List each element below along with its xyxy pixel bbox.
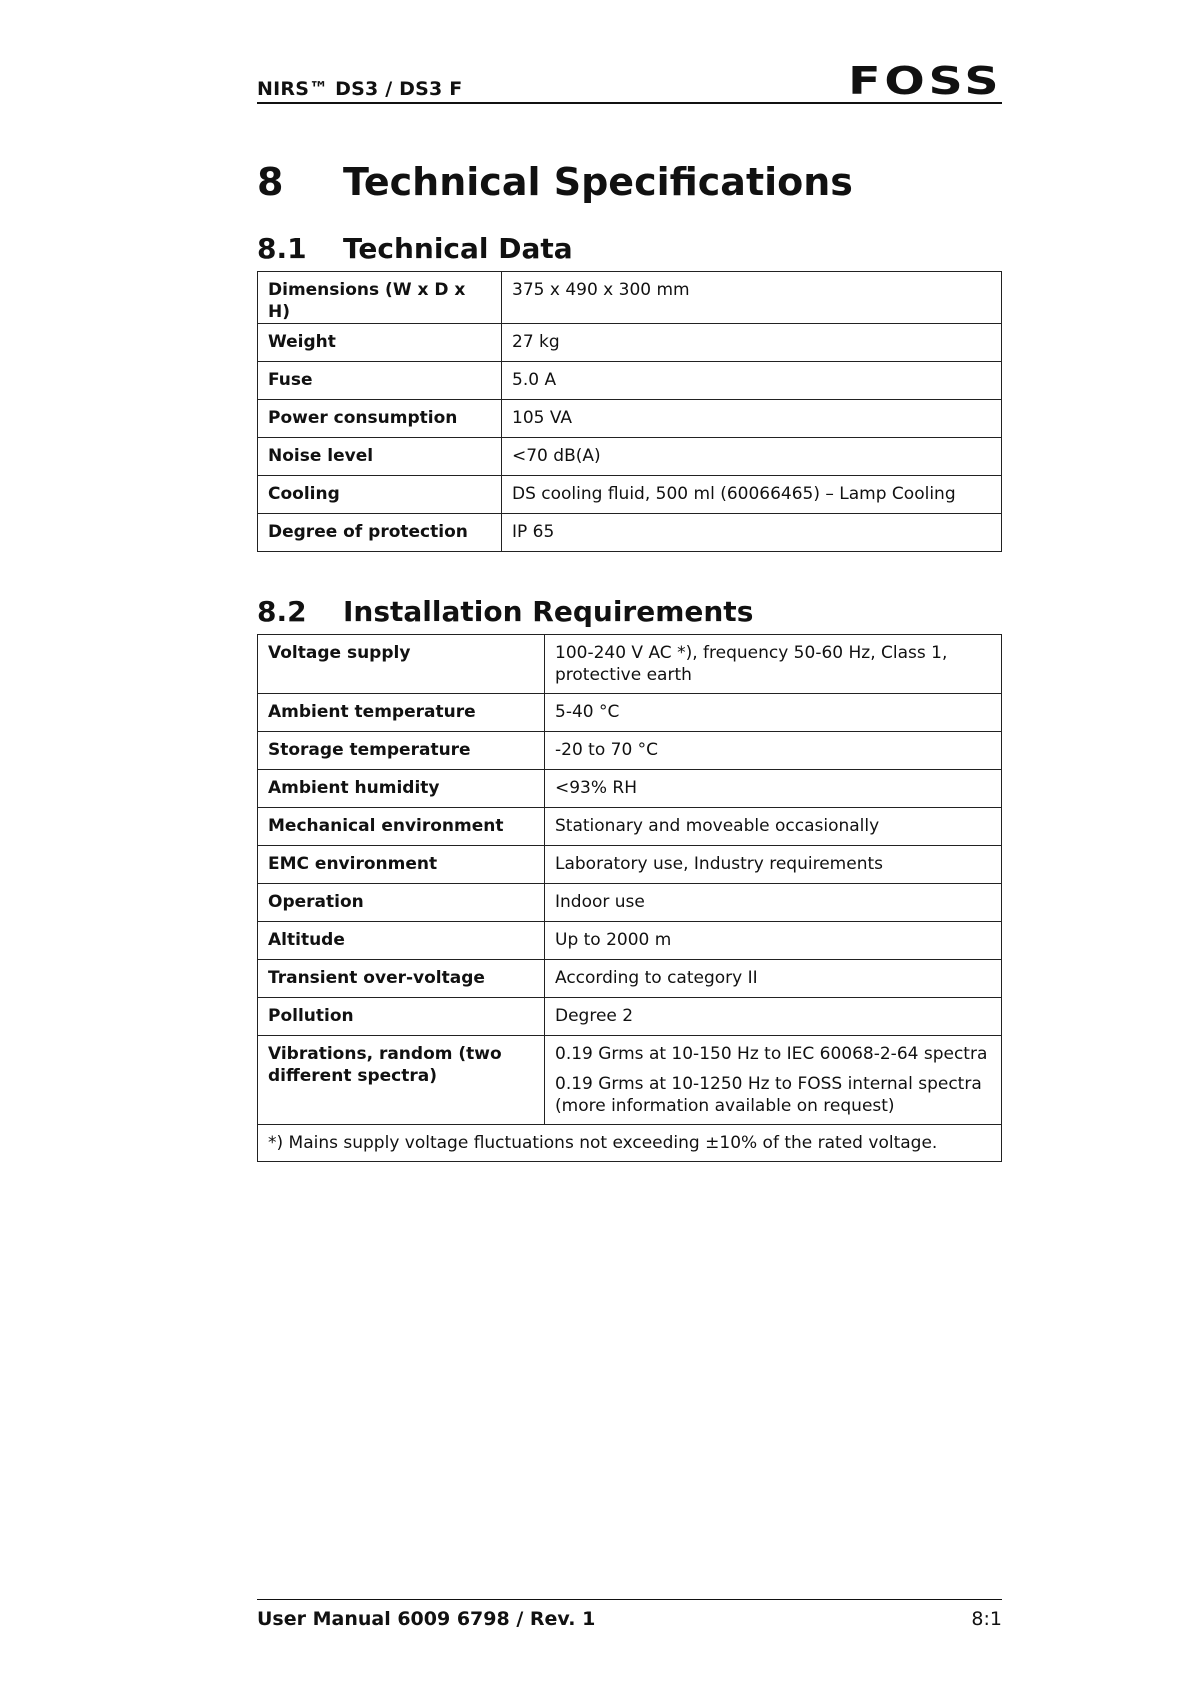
section-number: 8.2 bbox=[257, 595, 307, 628]
table-row bbox=[258, 998, 1002, 1036]
technical-data-table bbox=[257, 271, 1002, 552]
spec-label: Voltage supply bbox=[258, 635, 545, 694]
chapter-number: 8 bbox=[257, 160, 284, 204]
spec-value: 5.0 A bbox=[502, 362, 1002, 400]
spec-value: -20 to 70 °C bbox=[545, 732, 1002, 770]
spec-value: 375 x 490 x 300 mm bbox=[502, 272, 1002, 324]
table-row bbox=[258, 635, 1002, 694]
page-header bbox=[257, 60, 1002, 104]
spec-value bbox=[545, 1036, 1002, 1125]
spec-label: Mechanical environment bbox=[258, 808, 545, 846]
spec-value: <93% RH bbox=[545, 770, 1002, 808]
section-title: Technical Data bbox=[343, 232, 573, 265]
spec-label: Transient over-voltage bbox=[258, 960, 545, 998]
spec-label: Storage temperature bbox=[258, 732, 545, 770]
spec-value: According to category II bbox=[545, 960, 1002, 998]
page-number: 8:1 bbox=[971, 1608, 1002, 1630]
spec-value: Degree 2 bbox=[545, 998, 1002, 1036]
spec-value: Up to 2000 m bbox=[545, 922, 1002, 960]
chapter-title: Technical Specifications bbox=[343, 160, 853, 204]
spec-value: Laboratory use, Industry requirements bbox=[545, 846, 1002, 884]
spec-value: 105 VA bbox=[502, 400, 1002, 438]
footnote-row bbox=[258, 1125, 1002, 1162]
manual-reference: User Manual 6009 6798 / Rev. 1 bbox=[257, 1608, 596, 1630]
table-row bbox=[258, 884, 1002, 922]
spec-value: DS cooling fluid, 500 ml (60066465) – Lamp Cooling bbox=[502, 476, 1002, 514]
spec-value: 100-240 V AC *), frequency 50-60 Hz, Class 1, protective earth bbox=[545, 635, 1002, 694]
section-title: Installation Requirements bbox=[343, 595, 754, 628]
spec-label: EMC environment bbox=[258, 846, 545, 884]
spec-label: Vibrations, random (two different spectra) bbox=[258, 1036, 545, 1125]
spec-label: Dimensions (W x D x H) bbox=[258, 272, 502, 324]
table-row bbox=[258, 732, 1002, 770]
spec-label: Operation bbox=[258, 884, 545, 922]
table-row bbox=[258, 1036, 1002, 1125]
spec-label: Noise level bbox=[258, 438, 502, 476]
document-title: NIRS™ DS3 / DS3 F bbox=[257, 78, 463, 100]
spec-value: 5-40 °C bbox=[545, 694, 1002, 732]
table-row bbox=[258, 694, 1002, 732]
spec-value: Stationary and moveable occasionally bbox=[545, 808, 1002, 846]
spec-value-line: 0.19 Grms at 10-150 Hz to IEC 60068-2-64 spectra bbox=[555, 1044, 988, 1064]
footnote: *) Mains supply voltage fluctuations not exceeding ±10% of the rated voltage. bbox=[258, 1125, 1002, 1162]
spec-value: Indoor use bbox=[545, 884, 1002, 922]
foss-logo: FOSS bbox=[847, 59, 1002, 103]
spec-label: Power consumption bbox=[258, 400, 502, 438]
spec-label: Cooling bbox=[258, 476, 502, 514]
table-row bbox=[258, 272, 1002, 324]
table-row bbox=[258, 476, 1002, 514]
installation-requirements-table bbox=[257, 634, 1002, 1162]
spec-value-line: 0.19 Grms at 10-1250 Hz to FOSS internal spectra (more information available on request) bbox=[555, 1074, 982, 1116]
table-row bbox=[258, 324, 1002, 362]
spec-label: Ambient temperature bbox=[258, 694, 545, 732]
spec-label: Ambient humidity bbox=[258, 770, 545, 808]
section-heading-installation-requirements bbox=[257, 595, 753, 628]
spec-label: Weight bbox=[258, 324, 502, 362]
page-footer bbox=[257, 1599, 1002, 1630]
table-row bbox=[258, 770, 1002, 808]
table-row bbox=[258, 846, 1002, 884]
spec-label: Altitude bbox=[258, 922, 545, 960]
table-row bbox=[258, 438, 1002, 476]
chapter-heading bbox=[257, 160, 853, 204]
spec-label: Degree of protection bbox=[258, 514, 502, 552]
section-number: 8.1 bbox=[257, 232, 307, 265]
section-heading-technical-data bbox=[257, 232, 573, 265]
table-row bbox=[258, 960, 1002, 998]
table-row bbox=[258, 808, 1002, 846]
spec-value: IP 65 bbox=[502, 514, 1002, 552]
table-row bbox=[258, 514, 1002, 552]
spec-label: Fuse bbox=[258, 362, 502, 400]
spec-value: 27 kg bbox=[502, 324, 1002, 362]
spec-label: Pollution bbox=[258, 998, 545, 1036]
table-row bbox=[258, 362, 1002, 400]
table-row bbox=[258, 400, 1002, 438]
table-row bbox=[258, 922, 1002, 960]
spec-value: <70 dB(A) bbox=[502, 438, 1002, 476]
